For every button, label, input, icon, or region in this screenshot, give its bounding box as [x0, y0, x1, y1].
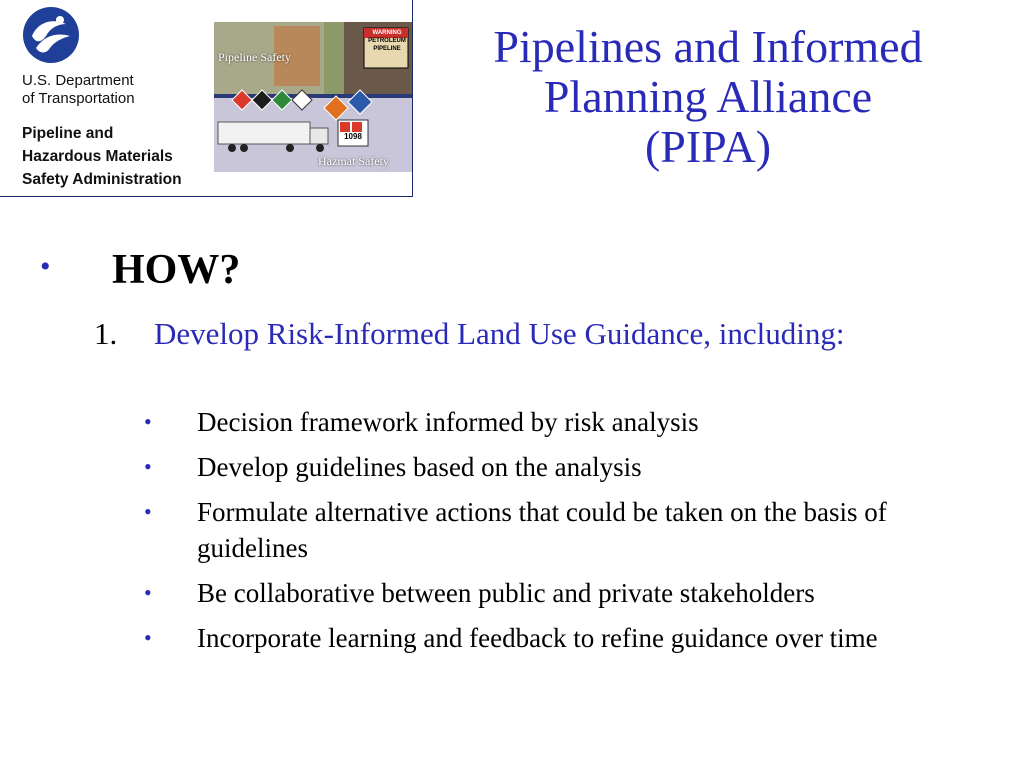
list-item [140, 620, 990, 656]
dot-emblem-icon [22, 6, 80, 64]
warning-sign-line: PIPELINE [373, 46, 401, 52]
administration-name [22, 122, 182, 191]
agency-logo-block [0, 0, 413, 197]
department-line: of Transportation [22, 90, 135, 107]
bullet-icon: • [40, 250, 51, 283]
list-item-text: Decision framework informed by risk analysis [197, 407, 699, 437]
hazmat-safety-label: Hazmat Safety [318, 154, 389, 168]
title-line: Pipelines and Informed [493, 21, 923, 72]
list-item-text: Formulate alternative actions that could be taken on the basis of guidelines [197, 497, 887, 563]
administration-line: Pipeline and [22, 125, 114, 142]
pipeline-safety-label: Pipeline Safety [218, 50, 291, 64]
item-number: 1. [94, 316, 118, 351]
safety-photo-collage [214, 22, 412, 172]
administration-line: Safety Administration [22, 171, 182, 188]
title-line: (PIPA) [644, 121, 772, 172]
warning-sign-line: WARNING [372, 30, 402, 36]
numbered-item-text: Develop Risk-Informed Land Use Guidance, including: [154, 316, 845, 351]
administration-line: Hazardous Materials [22, 148, 173, 165]
slide-title [418, 22, 998, 172]
list-item [140, 575, 990, 611]
warning-sign-line: PETROLEUM [368, 38, 406, 44]
department-line: U.S. Department [22, 72, 134, 89]
bullet-icon: • [144, 580, 152, 605]
list-item [140, 404, 990, 440]
title-line: Planning Alliance [543, 71, 873, 122]
list-item [140, 449, 990, 485]
list-item-text: Develop guidelines based on the analysis [197, 452, 642, 482]
list-item-text: Be collaborative between public and private stakeholders [197, 578, 815, 608]
list-item-text: Incorporate learning and feedback to refine guidance over time [197, 623, 878, 653]
bullet-icon: • [144, 499, 152, 524]
how-heading-text: HOW? [112, 247, 241, 293]
bullet-icon: • [144, 625, 152, 650]
placard-number: 1098 [344, 132, 362, 141]
list-item [140, 494, 990, 566]
guidance-sub-list [140, 404, 990, 665]
warning-sign [366, 29, 408, 53]
department-name [22, 72, 135, 108]
bullet-icon: • [144, 454, 152, 479]
bullet-icon: • [144, 409, 152, 434]
